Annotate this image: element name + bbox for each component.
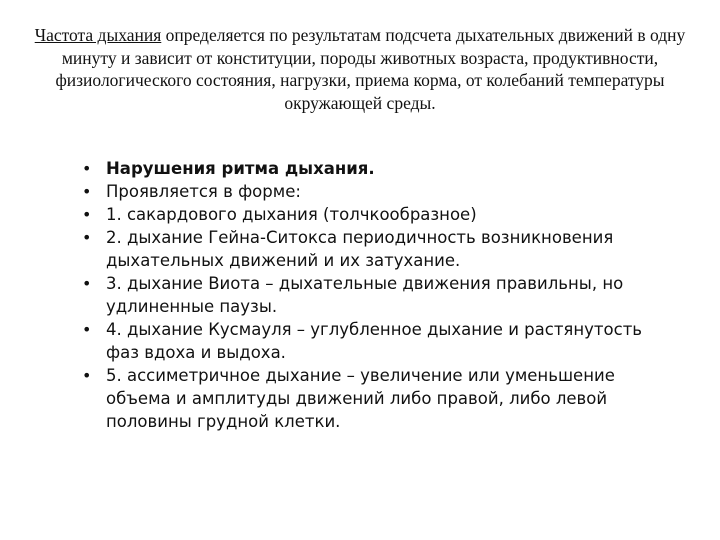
list-item-text: Проявляется в форме: — [106, 182, 301, 201]
bullet-icon: • — [82, 366, 92, 385]
bullet-icon: • — [82, 205, 92, 224]
bullet-icon: • — [82, 274, 92, 293]
list-item-text: 2. дыхание Гейна-Ситокса периодичность возникновения дыхательных движений и их затухание. — [106, 228, 614, 270]
list-item-text: Нарушения ритма дыхания. — [106, 159, 375, 178]
bullet-icon: • — [82, 159, 92, 178]
list-item-text: 3. дыхание Виота – дыхательные движения правильны, но удлиненные паузы. — [106, 274, 624, 316]
list-item-text: 1. сакардового дыхания (толчкообразное) — [106, 205, 477, 224]
intro-paragraph — [30, 24, 690, 114]
bullet-list — [76, 157, 676, 433]
list-item — [76, 364, 676, 433]
list-item — [76, 157, 676, 180]
list-item-text: 5. ассиметричное дыхание – увеличение или уменьшение объема и амплитуды движений либо правой, либо левой половины грудной клетки. — [106, 366, 615, 431]
intro-text: определяется по результатам подсчета дыхательных движений в одну минуту и зависит от конституции, породы животных возраста, продуктивности, физиологического состояния, нагрузки, приема корма, от колебаний температуры окружающей среды. — [55, 25, 686, 113]
list-item — [76, 226, 676, 272]
list-item — [76, 318, 676, 364]
bullet-icon: • — [82, 320, 92, 339]
list-item — [76, 203, 676, 226]
list-item — [76, 180, 676, 203]
intro-term: Частота дыхания — [34, 25, 162, 45]
bullet-icon: • — [82, 182, 92, 201]
list-item-text: 4. дыхание Кусмауля – углубленное дыхание и растянутость фаз вдоха и выдоха. — [106, 320, 643, 362]
bullet-icon: • — [82, 228, 92, 247]
list-item — [76, 272, 676, 318]
